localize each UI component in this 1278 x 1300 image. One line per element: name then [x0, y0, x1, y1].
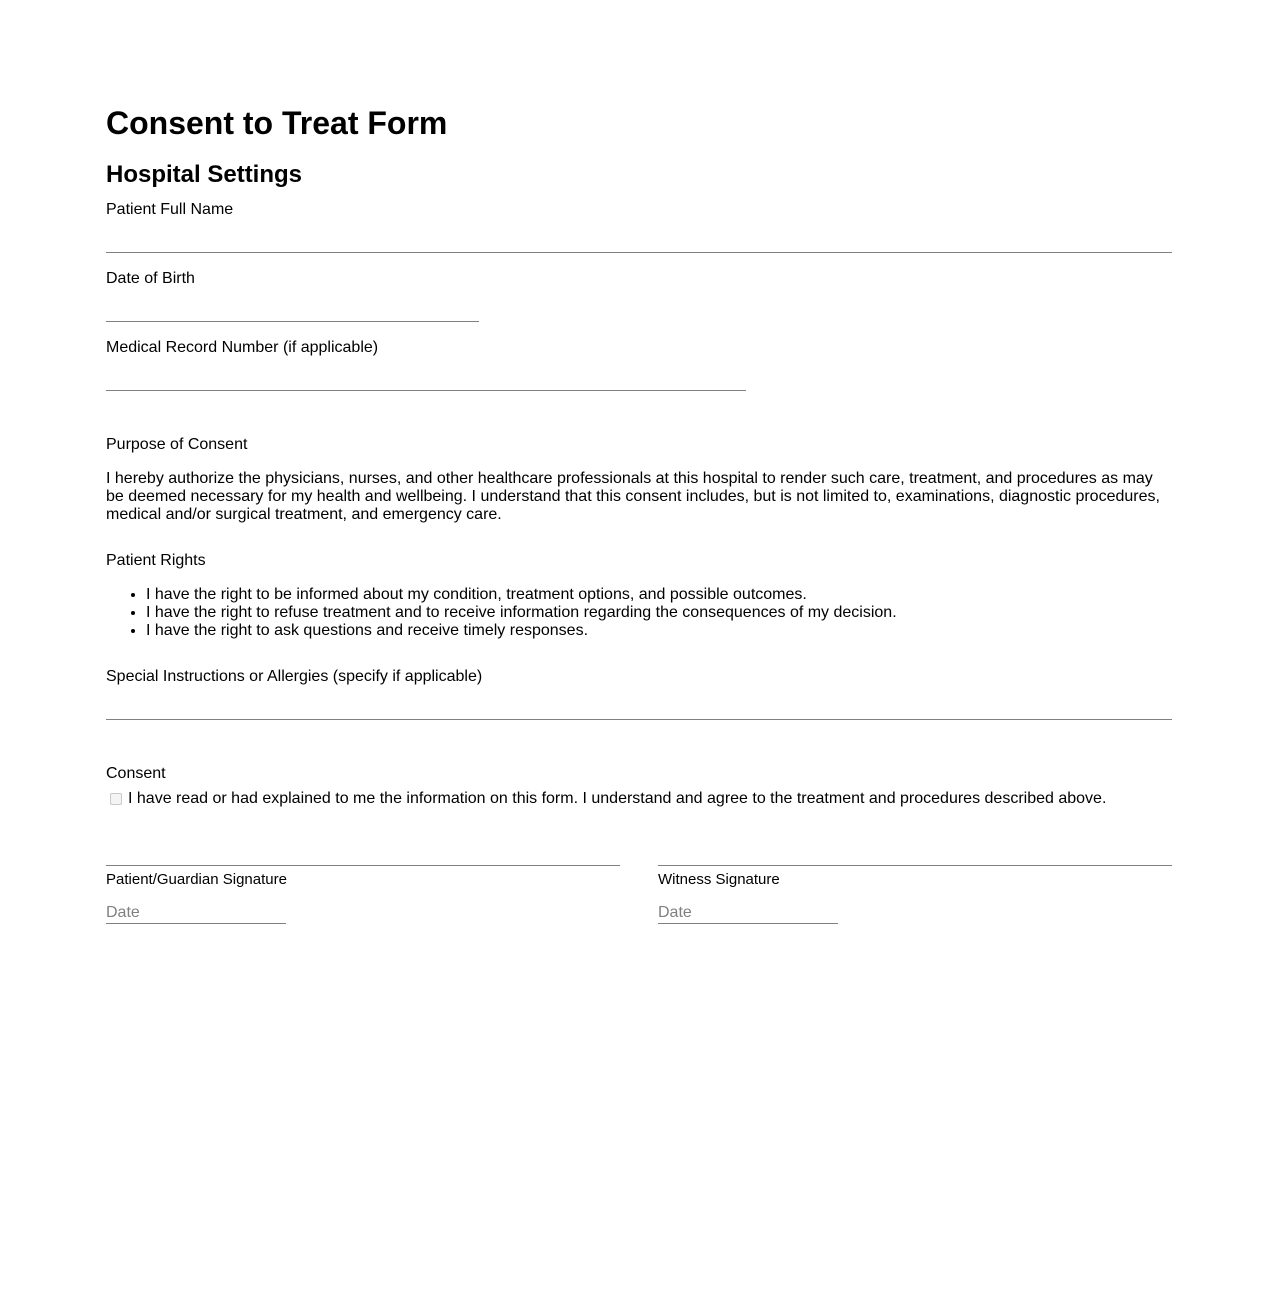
patient-signature-block — [106, 865, 620, 888]
patient-signature-line[interactable] — [106, 865, 620, 866]
page-subtitle: Hospital Settings — [106, 161, 303, 188]
patient-name-field[interactable] — [106, 230, 1172, 253]
rights-list — [106, 586, 897, 640]
special-instructions-label: Special Instructions or Allergies (specify if applicable) — [106, 668, 483, 685]
consent-checkbox-label[interactable]: I have read or had explained to me the information on this form. I understand and agree to the treatment and procedures described above. — [128, 790, 1107, 807]
witness-signature-line[interactable] — [658, 865, 1172, 866]
rights-heading: Patient Rights — [106, 552, 206, 569]
consent-heading: Consent — [106, 765, 166, 782]
purpose-heading: Purpose of Consent — [106, 436, 248, 453]
rights-list-item: • I have the right to refuse treatment and to receive information regarding the consequences of my decision. — [146, 604, 897, 622]
rights-list-item: • I have the right to ask questions and receive timely responses. — [146, 622, 897, 640]
mrn-field[interactable] — [106, 368, 746, 391]
dob-label: Date of Birth — [106, 270, 195, 287]
patient-signature-label: Patient/Guardian Signature — [106, 871, 287, 888]
witness-signature-label: Witness Signature — [658, 871, 780, 888]
mrn-label: Medical Record Number (if applicable) — [106, 339, 379, 356]
page-title: Consent to Treat Form — [106, 105, 448, 141]
patient-date-field[interactable] — [106, 902, 286, 924]
witness-date-field[interactable] — [658, 902, 838, 924]
witness-signature-block — [658, 865, 1172, 888]
patient-name-label: Patient Full Name — [106, 201, 234, 218]
special-instructions-field[interactable] — [106, 697, 1172, 720]
rights-list-item: • I have the right to be informed about my condition, treatment options, and possible outcomes. — [146, 586, 897, 604]
consent-checkbox[interactable] — [110, 793, 122, 805]
dob-field[interactable] — [106, 299, 479, 322]
purpose-text: I hereby authorize the physicians, nurses, and other healthcare professionals at this hospital to render such care, treatment, and procedures as may be deemed necessary for my health and wellbeing. I understand that this consent includes, but is not limited to, examinations, diagnostic procedures, medical and/or surgical treatment, and emergency care. — [106, 470, 1160, 523]
consent-checkbox-row[interactable] — [106, 790, 1106, 808]
